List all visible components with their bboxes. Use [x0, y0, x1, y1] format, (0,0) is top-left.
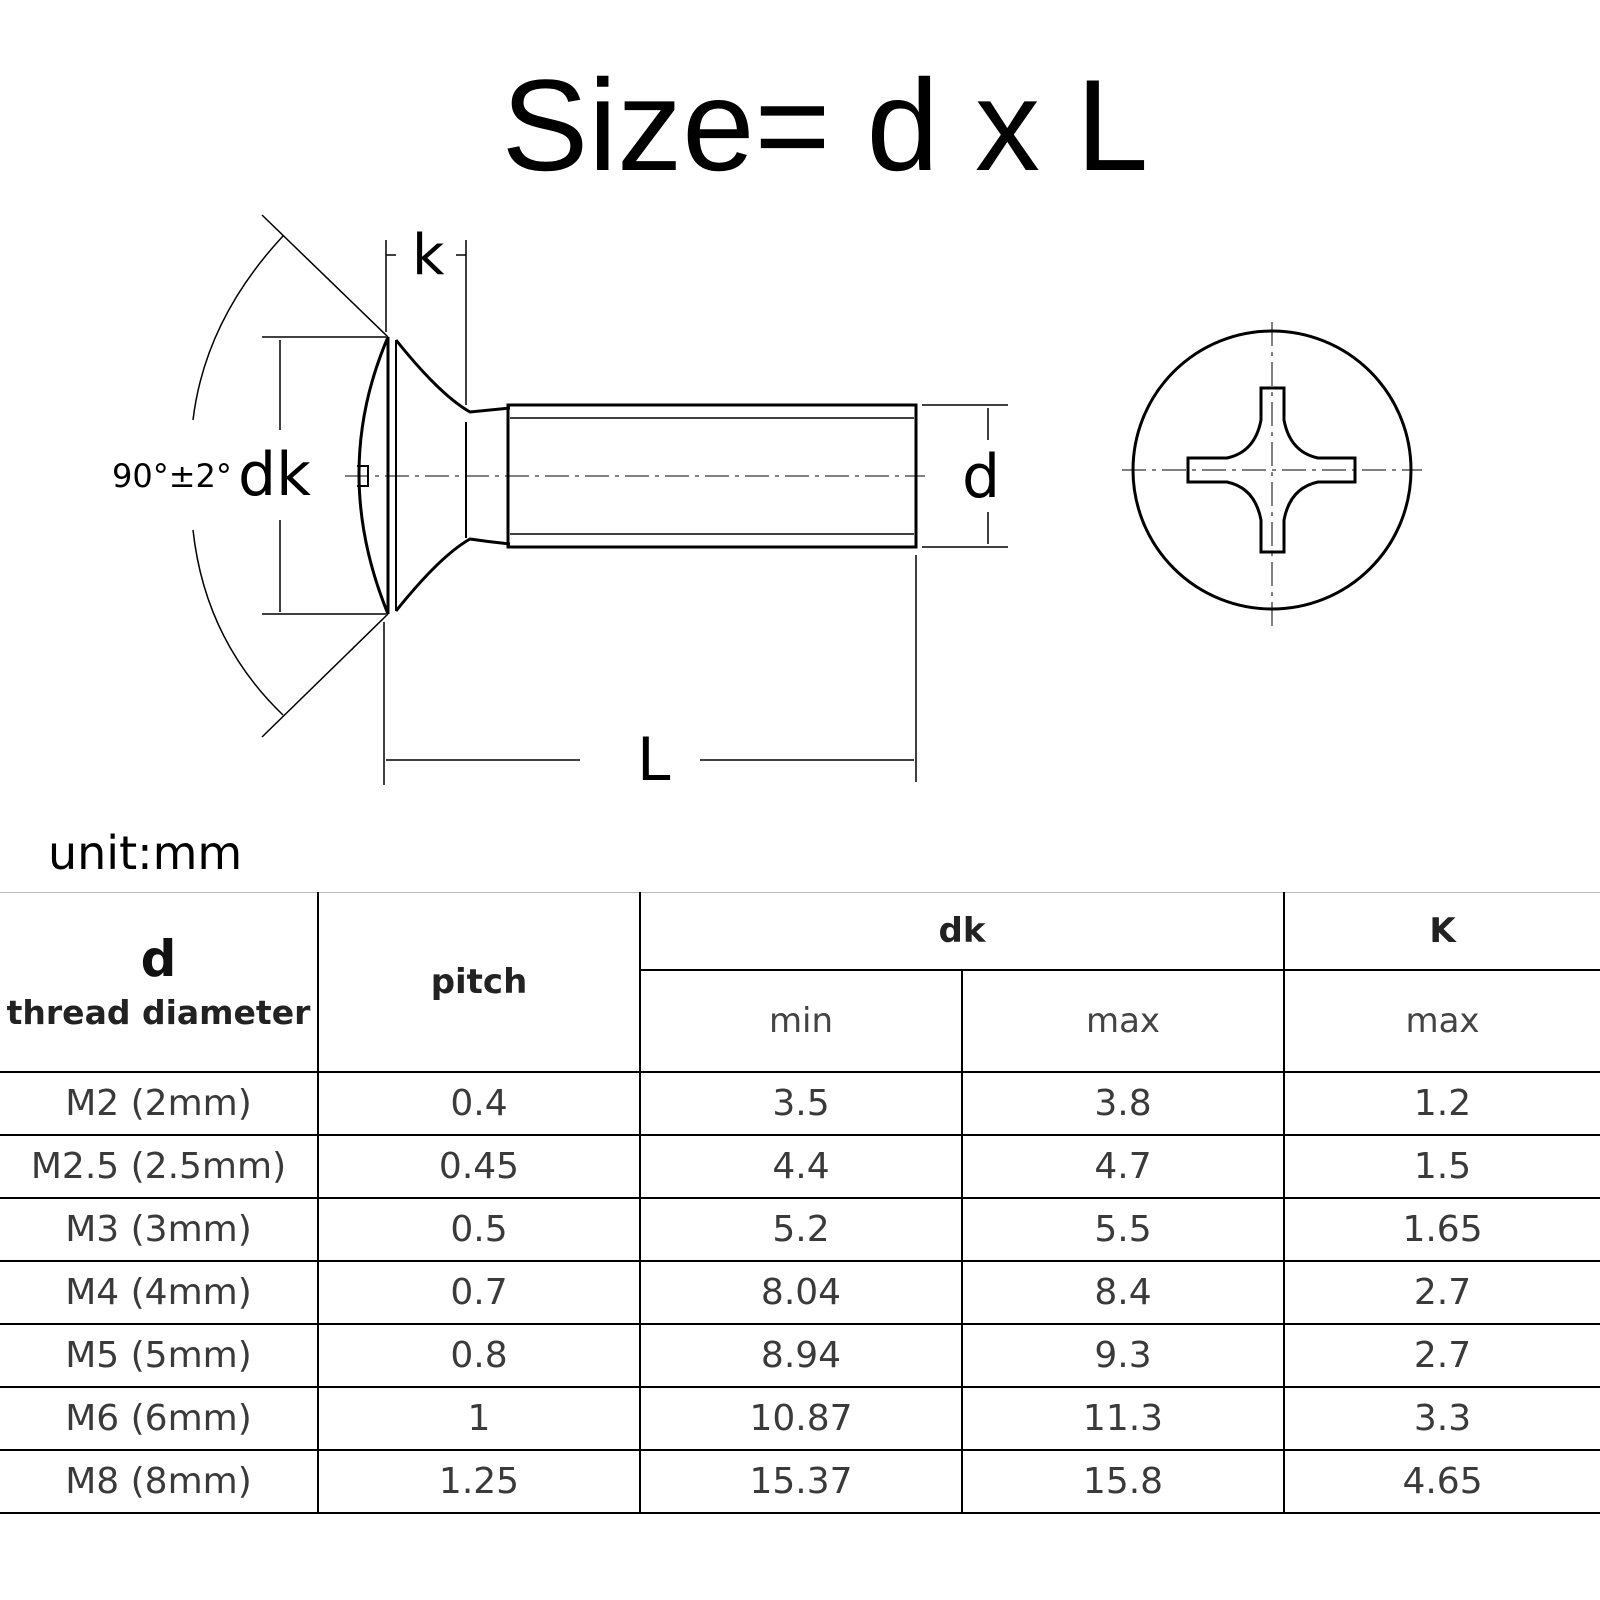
angle-line-top [262, 215, 388, 337]
label-d: d [962, 442, 1001, 512]
head-top-view [1122, 322, 1422, 630]
header-k: K [1284, 893, 1600, 971]
cell-dk-max: 15.8 [962, 1450, 1284, 1513]
taper-bottom [396, 539, 510, 611]
header-d [0, 893, 318, 1073]
cell-k-max: 2.7 [1284, 1324, 1600, 1387]
table-row [0, 1261, 1600, 1324]
cell-dk-min: 8.94 [640, 1324, 962, 1387]
label-angle: 90°±2° [112, 457, 232, 495]
table-row [0, 1387, 1600, 1450]
cell-k-max: 1.5 [1284, 1135, 1600, 1198]
header-dk: dk [640, 893, 1284, 971]
angle-line-bottom [262, 614, 388, 737]
angle-arc-bottom [193, 530, 283, 715]
table-row [0, 1324, 1600, 1387]
header-dk-min: min [640, 970, 962, 1072]
dimension-labels [112, 223, 1000, 795]
table-row [0, 1450, 1600, 1513]
cell-k-max: 1.65 [1284, 1198, 1600, 1261]
header-dk-max: max [962, 970, 1284, 1072]
cell-dk-min: 8.04 [640, 1261, 962, 1324]
cell-k-max: 1.2 [1284, 1072, 1600, 1135]
table-row [0, 1198, 1600, 1261]
cell-dk-max: 8.4 [962, 1261, 1284, 1324]
side-view [345, 337, 925, 614]
cell-d: M6 (6mm) [0, 1387, 318, 1450]
angle-arc-top [193, 236, 283, 420]
page-title: Size= d x L [501, 52, 1149, 198]
cell-pitch: 1 [318, 1387, 640, 1450]
cell-k-max: 3.3 [1284, 1387, 1600, 1450]
cell-dk-max: 9.3 [962, 1324, 1284, 1387]
cell-dk-max: 3.8 [962, 1072, 1284, 1135]
label-k: k [412, 223, 445, 288]
dimension-lines [193, 215, 1008, 785]
table-row [0, 1072, 1600, 1135]
cell-pitch: 0.8 [318, 1324, 640, 1387]
label-dk: dk [238, 440, 311, 510]
cell-pitch: 0.5 [318, 1198, 640, 1261]
spec-table [0, 892, 1600, 1514]
header-pitch: pitch [318, 893, 640, 1073]
header-d-sub: thread diameter [6, 993, 311, 1032]
cell-dk-min: 3.5 [640, 1072, 962, 1135]
cell-dk-min: 4.4 [640, 1135, 962, 1198]
cell-d: M4 (4mm) [0, 1261, 318, 1324]
cell-d: M5 (5mm) [0, 1324, 318, 1387]
cell-d: M2.5 (2.5mm) [0, 1135, 318, 1198]
label-L: L [637, 725, 671, 795]
cell-dk-max: 4.7 [962, 1135, 1284, 1198]
header-k-max: max [1284, 970, 1600, 1072]
cell-k-max: 4.65 [1284, 1450, 1600, 1513]
cell-dk-max: 5.5 [962, 1198, 1284, 1261]
header-d-main: d [140, 930, 177, 988]
cell-pitch: 0.45 [318, 1135, 640, 1198]
cell-d: M3 (3mm) [0, 1198, 318, 1261]
cell-pitch: 0.4 [318, 1072, 640, 1135]
cell-pitch: 0.7 [318, 1261, 640, 1324]
cell-d: M8 (8mm) [0, 1450, 318, 1513]
table-row [0, 1135, 1600, 1198]
cell-dk-min: 15.37 [640, 1450, 962, 1513]
taper-top [396, 340, 510, 412]
cell-dk-min: 5.2 [640, 1198, 962, 1261]
cell-dk-max: 11.3 [962, 1387, 1284, 1450]
cell-k-max: 2.7 [1284, 1261, 1600, 1324]
cell-d: M2 (2mm) [0, 1072, 318, 1135]
cell-dk-min: 10.87 [640, 1387, 962, 1450]
unit-label: unit:mm [48, 826, 243, 880]
cell-pitch: 1.25 [318, 1450, 640, 1513]
